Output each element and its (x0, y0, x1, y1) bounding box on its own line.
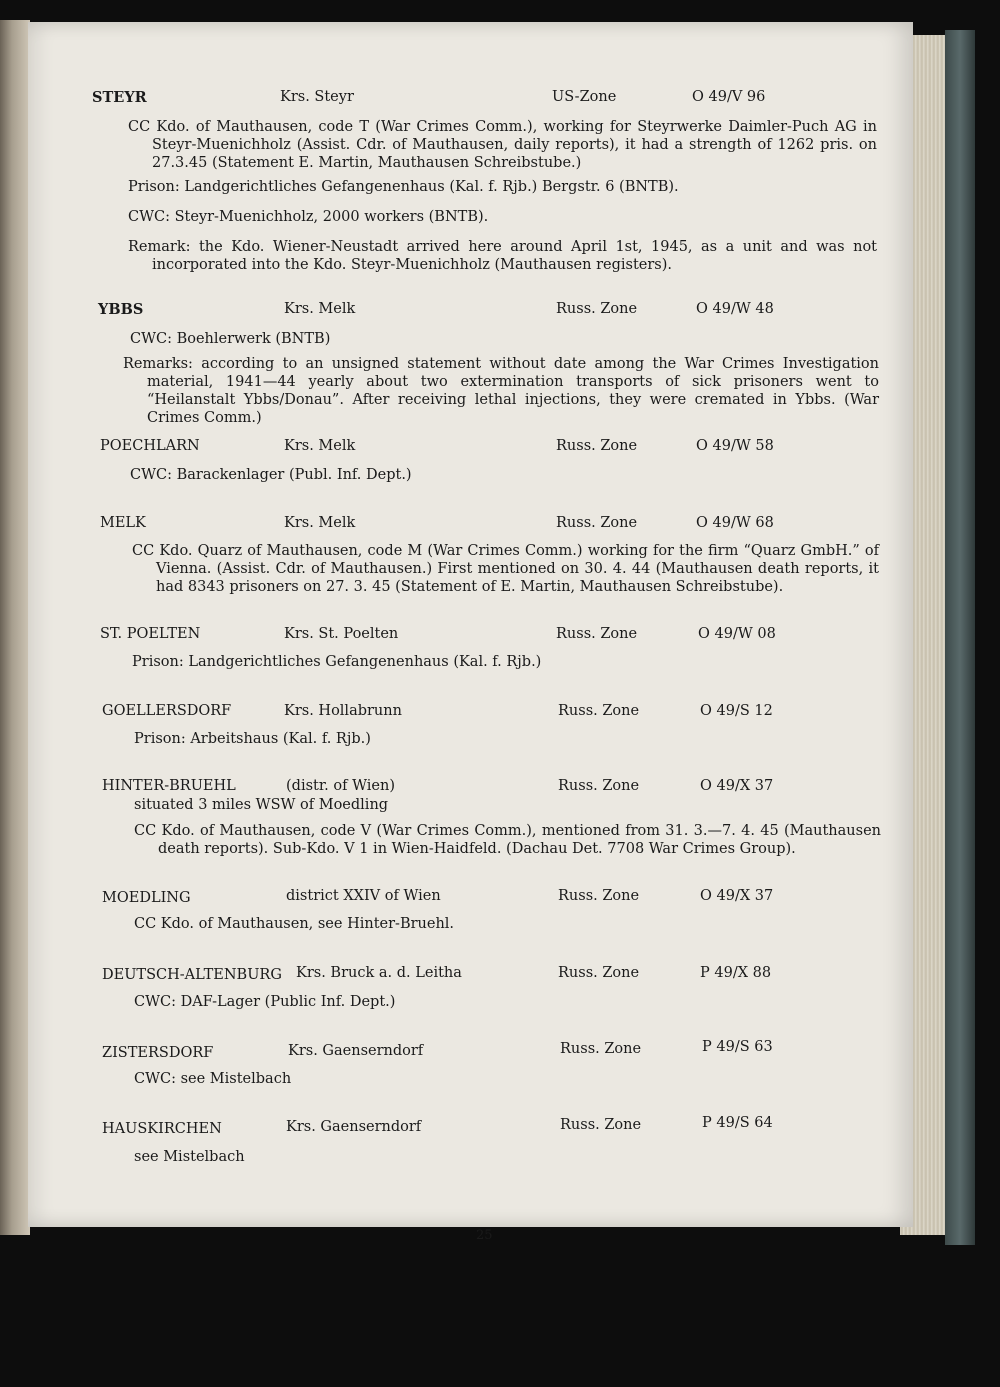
district: Krs. Melk (284, 438, 356, 454)
zone: Russ. Zone (558, 703, 640, 719)
district: Krs. Melk (284, 301, 356, 317)
zone: Russ. Zone (556, 438, 638, 454)
district: Krs. Steyr (280, 89, 354, 105)
zone: Russ. Zone (556, 301, 638, 317)
entry-paragraph: CWC: DAF-Lager (Public Inf. Dept.) (134, 994, 396, 1010)
map-reference: P 49/X 88 (700, 965, 772, 981)
entry-paragraph: CC Kdo. of Mauthausen, code T (War Crimes Comm.), working for Steyrwerke Daimler-Puch AG in Steyr-Muenichholz (Assist. Cdr. of Mauthausen, daily reports), it had a strength of 1262 pris. on 27.3.45 (Statement E. Martin, Mauthausen Schreibstube.) (128, 119, 877, 171)
map-reference: P 49/S 64 (702, 1115, 773, 1131)
place-name: STEYR (92, 89, 147, 106)
book-cover (945, 30, 975, 1245)
map-reference: O 49/W 68 (696, 515, 774, 531)
entry-paragraph: CWC: Barackenlager (Publ. Inf. Dept.) (130, 467, 412, 483)
zone: Russ. Zone (560, 1041, 642, 1057)
entry-paragraph: CWC: see Mistelbach (134, 1071, 292, 1087)
entry-paragraph: Remark: the Kdo. Wiener-Neustadt arrived here around April 1st, 1945, as a unit and was not incorporated into the Kdo. Steyr-Muenichholz (Mauthausen registers). (128, 239, 877, 273)
entry-paragraph: CWC: Boehlerwerk (BNTB) (130, 331, 331, 347)
zone: US-Zone (552, 89, 617, 105)
map-reference: O 49/S 12 (700, 703, 773, 719)
zone: Russ. Zone (558, 965, 640, 981)
zone: Russ. Zone (558, 888, 640, 904)
place-name: ST. POELTEN (100, 626, 201, 642)
place-name: HAUSKIRCHEN (102, 1121, 222, 1137)
place-name: HINTER-BRUEHL (102, 778, 236, 794)
place-name: GOELLERSDORF (102, 703, 232, 719)
place-name: YBBS (98, 301, 144, 318)
entry-paragraph: Remarks: according to an unsigned statement without date among the War Crimes Investigation material, 1941—44 yearly about two extermination transports of sick prisoners went to “Heilanstalt Ybbs/Donau”. After receiving lethal injections, they were cremated in Ybbs. (War Crimes Comm.) (123, 356, 879, 426)
entry-paragraph: CC Kdo. Quarz of Mauthausen, code M (War Crimes Comm.) working for the firm “Quarz GmbH.” of Vienna. (Assist. Cdr. of Mauthausen.) First mentioned on 30. 4. 44 (Mauthausen death reports, it had 8343 prisoners on 27. 3. 45 (Statement of E. Martin, Mauthausen Schreibstube). (132, 543, 879, 595)
district: Krs. St. Poelten (284, 626, 399, 642)
map-reference: P 49/S 63 (702, 1039, 773, 1055)
place-name: DEUTSCH-ALTENBURG (102, 967, 282, 983)
district: Krs. Hollabrunn (284, 703, 402, 719)
entry-paragraph: see Mistelbach (134, 1149, 245, 1165)
district: Krs. Bruck a. d. Leitha (296, 965, 462, 981)
district: district XXIV of Wien (286, 888, 441, 904)
entry-paragraph: Prison: Landgerichtliches Gefangenenhaus (Kal. f. Rjb.) Bergstr. 6 (BNTB). (128, 179, 679, 195)
map-reference: O 49/V 96 (692, 89, 766, 105)
book-left-edge (0, 20, 30, 1235)
entry-paragraph: Prison: Arbeitshaus (Kal. f. Rjb.) (134, 731, 371, 747)
entry-paragraph: CC Kdo. of Mauthausen, see Hinter-Bruehl. (134, 916, 455, 932)
zone: Russ. Zone (560, 1117, 642, 1133)
entry-paragraph: CC Kdo. of Mauthausen, code V (War Crimes Comm.), mentioned from 31. 3.—7. 4. 45 (Mauthausen death reports). Sub-Kdo. V 1 in Wien-Haidfeld. (Dachau Det. 7708 War Crimes Group). (134, 823, 881, 857)
district: (distr. of Wien) (286, 778, 395, 794)
entry-paragraph: CWC: Steyr-Muenichholz, 2000 workers (BNTB). (128, 209, 489, 225)
place-name: ZISTERSDORF (102, 1045, 214, 1061)
district: Krs. Gaenserndorf (286, 1119, 422, 1135)
location-note: situated 3 miles WSW of Moedling (134, 797, 389, 813)
entry-paragraph: Prison: Landgerichtliches Gefangenenhaus (Kal. f. Rjb.) (132, 654, 542, 670)
district: Krs. Gaenserndorf (288, 1043, 424, 1059)
zone: Russ. Zone (556, 626, 638, 642)
page-number: 25 (476, 1228, 493, 1243)
zone: Russ. Zone (556, 515, 638, 531)
book-page (28, 22, 913, 1243)
place-name: MOEDLING (102, 890, 191, 906)
zone: Russ. Zone (558, 778, 640, 794)
place-name: MELK (100, 515, 146, 531)
map-reference: O 49/W 58 (696, 438, 774, 454)
map-reference: O 49/X 37 (700, 888, 774, 904)
map-reference: O 49/W 08 (698, 626, 776, 642)
place-name: POECHLARN (100, 438, 200, 454)
district: Krs. Melk (284, 515, 356, 531)
map-reference: O 49/X 37 (700, 778, 774, 794)
map-reference: O 49/W 48 (696, 301, 774, 317)
